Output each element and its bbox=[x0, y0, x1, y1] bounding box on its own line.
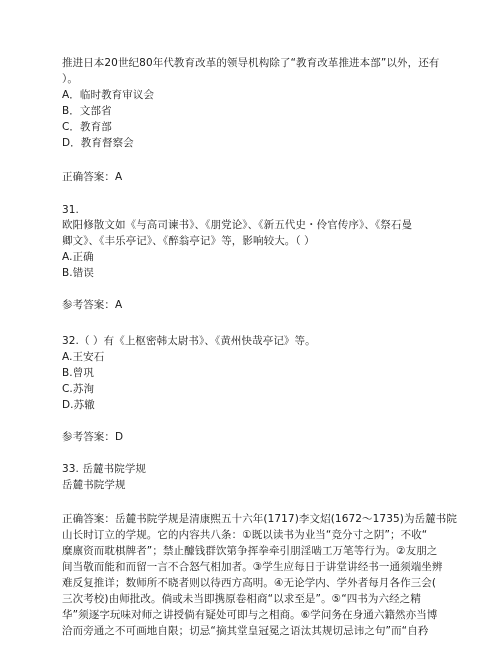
q33-stem-line1: 33. 岳麓书院学规 bbox=[62, 463, 147, 475]
q30-option-a: A．临时教育审议会 bbox=[62, 89, 155, 101]
q31-option-b: B.错误 bbox=[62, 267, 94, 279]
q31-number: 31. bbox=[62, 204, 79, 216]
q31-option-a: A.正确 bbox=[62, 251, 94, 263]
q31-stem-line2: 卿文》、《丰乐亭记》、《醉翁亭记》等，影响较大。（ ） bbox=[62, 235, 315, 247]
q30-stem-line2: ）。 bbox=[62, 73, 78, 85]
q33-answer-line: 华”须逐字玩味对师之讲授倘有疑处可即与之相商。⑥学问务在身通六籍然亦当博 bbox=[62, 609, 438, 621]
q31-stem-line1: 欧阳修散文如《与高司谏书》、《朋党论》、《新五代史・伶官传序》、《祭石曼 bbox=[62, 219, 413, 231]
q30-option-b: B．文部省 bbox=[62, 105, 112, 117]
q33-answer-line: 三次考校)由师批改。倘或未当即携原卷相商“以求至是”。⑤“四书为六经之精 bbox=[62, 593, 421, 605]
q30-answer: 正确答案：A bbox=[62, 171, 123, 183]
q33-answer-line: 糜廪资而耽棋牌者”；禁止醵钱群饮第争挥拳牵引朋淫啮工万笔等行为。②友朋之 bbox=[62, 545, 438, 557]
q30-option-c: C．教育部 bbox=[62, 121, 112, 133]
q33-answer-line: 间当敬而能和而留一言不合怒气相加者。③学生应每日于讲堂讲经书一通须端坐辨 bbox=[62, 561, 443, 573]
q33-answer-line: 正确答案：岳麓书院学规是清康熙五十六年(1717)李文炤(1672～1735)为岳麓书院 bbox=[62, 513, 457, 525]
q33-stem-line2: 岳麓书院学规 bbox=[62, 479, 126, 491]
q32-option-a: A.王安石 bbox=[62, 351, 105, 363]
q32-stem: 32.（ ）有《上枢密韩太尉书》、《黄州快哉亭记》等。 bbox=[62, 335, 316, 347]
q32-option-b: B.曾巩 bbox=[62, 367, 94, 379]
q32-answer: 参考答案：D bbox=[62, 431, 124, 443]
q32-option-d: D.苏辙 bbox=[62, 399, 95, 411]
q30-option-d: D．教育督察会 bbox=[62, 137, 134, 149]
q33-answer-line: 难反复推详；数师所不晓者则以待西方高明。④无论学内、学外者每月各作三会( bbox=[62, 577, 437, 589]
q33-answer-line: 洽而旁通之不可画地自限；切忌“摘其堂皇冠冕之语汰其规切忌讳之句”而“自矜 bbox=[62, 625, 429, 637]
q33-answer-line: 山长时订立的学规。它的内容共八条：①既以读书为业当“竞分寸之阴”；不收“ bbox=[62, 529, 428, 541]
q32-option-c: C.苏洵 bbox=[62, 383, 95, 395]
q30-stem-line1: 推进日本20世纪80年代教育改革的领导机构除了“教育改革推进本部”以外，还有 bbox=[62, 57, 440, 69]
q31-answer: 参考答案：A bbox=[62, 299, 123, 311]
